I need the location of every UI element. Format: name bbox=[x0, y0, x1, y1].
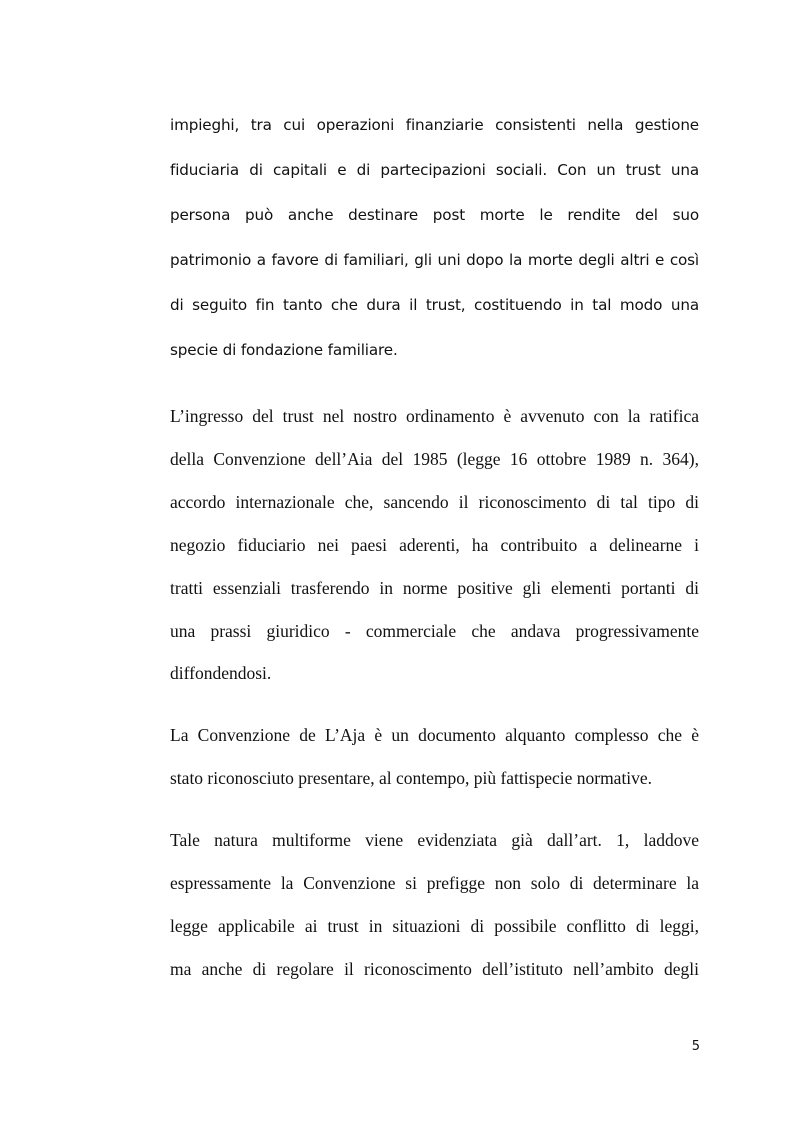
text-line: Tale natura multiforme viene evidenziata già dall’art. 1, laddove bbox=[170, 830, 699, 850]
text-line: della Convenzione dell’Aia del 1985 (legge 16 ottobre 1989 n. 364), bbox=[170, 449, 699, 469]
page-number: 5 bbox=[691, 1039, 700, 1054]
text-line: L’ingresso del trust nel nostro ordinamento è avvenuto con la ratifica bbox=[170, 406, 699, 426]
text-line: tratti essenziali trasferendo in norme positive gli elementi portanti di bbox=[170, 578, 699, 598]
text-line: persona può anche destinare post morte le rendite del suo bbox=[170, 206, 699, 224]
text-line: espressamente la Convenzione si prefigge non solo di determinare la bbox=[170, 873, 699, 893]
text-line: negozio fiduciario nei paesi aderenti, ha contribuito a delinearne i bbox=[170, 535, 699, 555]
text-line: impieghi, tra cui operazioni finanziarie consistenti nella gestione bbox=[170, 116, 699, 134]
text-line: specie di fondazione familiare. bbox=[170, 341, 398, 359]
text-line: legge applicabile ai trust in situazioni di possibile conflitto di leggi, bbox=[170, 916, 699, 936]
text-line: una prassi giuridico - commerciale che andava progressivamente bbox=[170, 621, 699, 641]
text-line: ma anche di regolare il riconoscimento dell’istituto nell’ambito degli bbox=[170, 959, 699, 979]
text-line: La Convenzione de L’Aja è un documento alquanto complesso che è bbox=[170, 725, 699, 745]
text-line: fiduciaria di capitali e di partecipazioni sociali. Con un trust una bbox=[170, 161, 699, 179]
text-line: di seguito fin tanto che dura il trust, costituendo in tal modo una bbox=[170, 296, 699, 314]
text-line: accordo internazionale che, sancendo il riconoscimento di tal tipo di bbox=[170, 492, 699, 512]
text-line: diffondendosi. bbox=[170, 663, 272, 683]
text-line: stato riconosciuto presentare, al contempo, più fattispecie normative. bbox=[170, 768, 653, 788]
text-line: patrimonio a favore di familiari, gli uni dopo la morte degli altri e così bbox=[170, 251, 699, 269]
